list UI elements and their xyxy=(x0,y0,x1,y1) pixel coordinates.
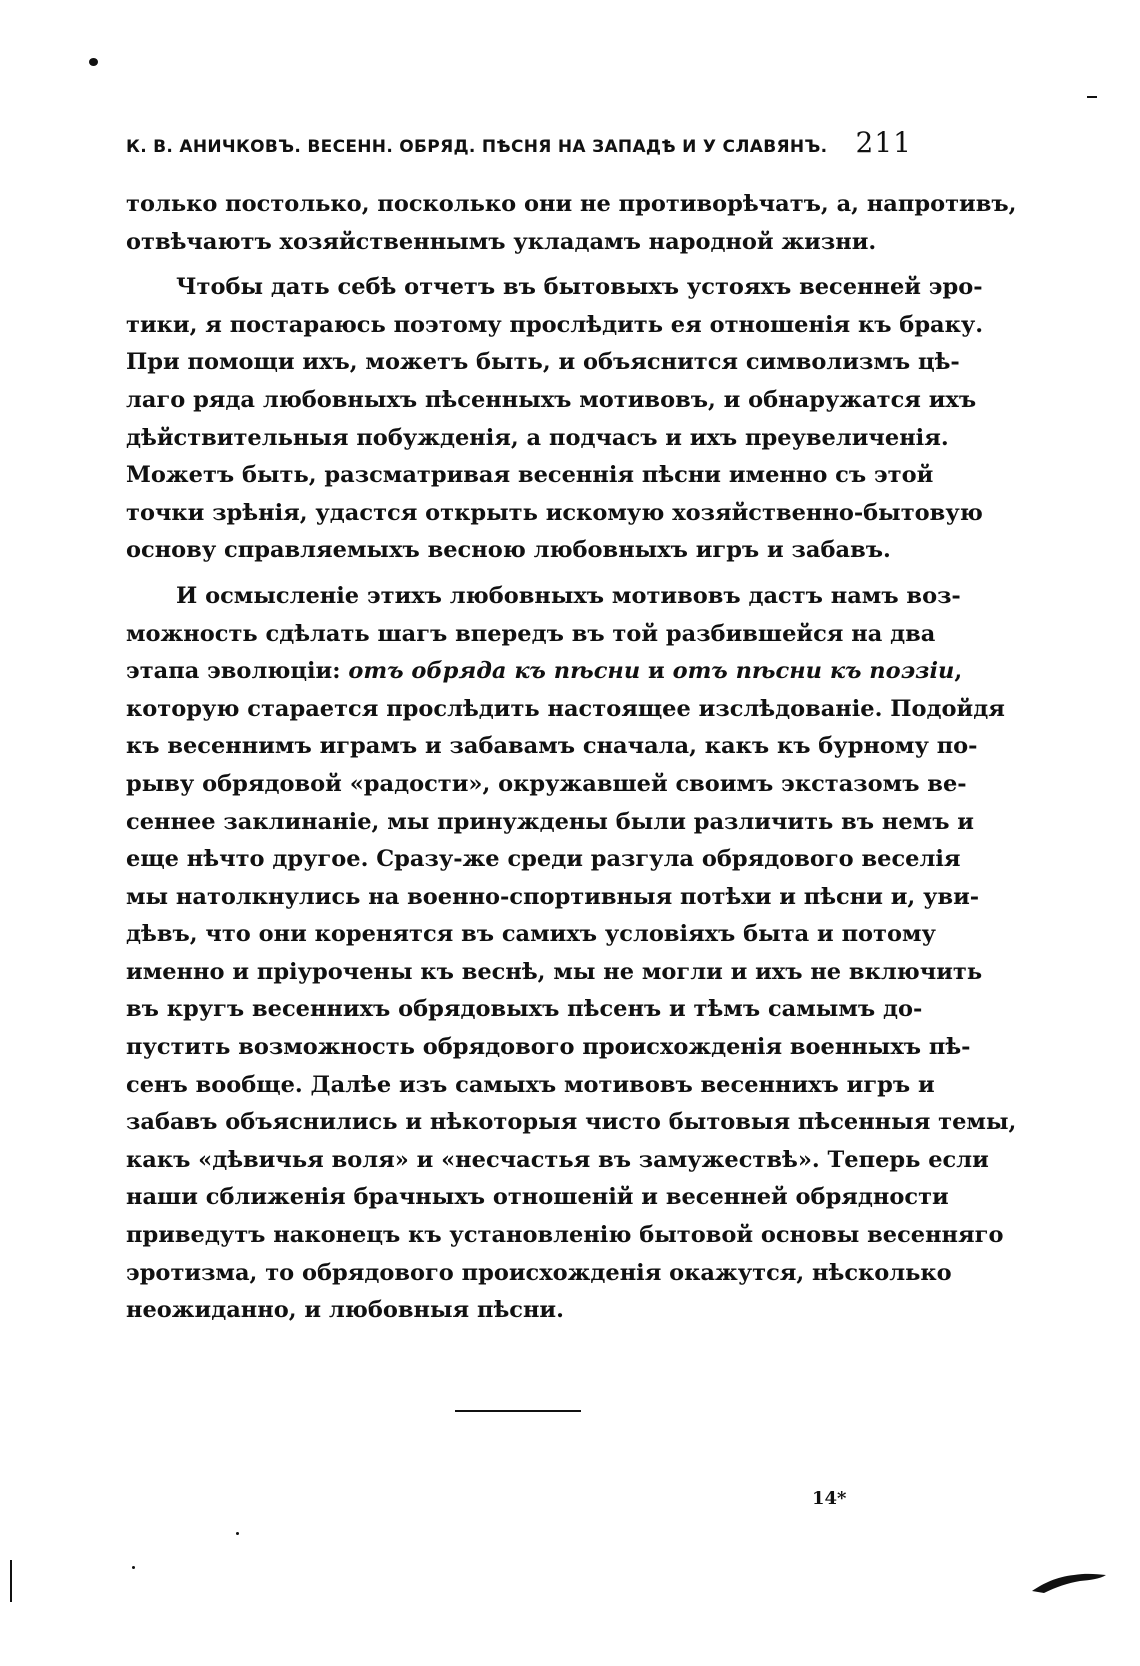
text-line-with-italics xyxy=(126,653,963,691)
italic-phrase-song-to-poetry: отъ пѣсни къ поэзіи xyxy=(672,658,955,685)
text-line: пустить возможность обрядового происхожденія военныхъ пѣ- xyxy=(126,1034,971,1061)
scan-corner-smudge xyxy=(1030,1565,1110,1597)
running-head-title: К. В. АНИЧКОВЪ. ВЕСЕНН. ОБРЯД. ПѢСНЯ НА ЗАПАДѢ И У СЛАВЯНЪ. xyxy=(126,137,828,157)
joiner-text: и xyxy=(640,658,673,685)
comma-text: , xyxy=(954,658,963,685)
text-line: забавъ объяснились и нѣкоторыя чисто бытовыя пѣсенныя темы, xyxy=(126,1109,1017,1136)
ink-speck xyxy=(132,1566,135,1569)
text-line: дѣйствительныя побужденія, а подчасъ и ихъ преувеличенія. xyxy=(126,424,949,451)
text-line: Чтобы дать себѣ отчетъ въ бытовыхъ устояхъ весенней эро- xyxy=(176,274,983,301)
text-line: рыву обрядовой «радости», окружавшей своимъ экстазомъ ве- xyxy=(126,770,967,797)
section-end-rule xyxy=(455,1410,581,1412)
paragraph-3 xyxy=(126,578,1017,1330)
text-line: Можетъ быть, разсматривая весеннія пѣсни именно съ этой xyxy=(126,462,934,489)
text-line: И осмысленіе этихъ любовныхъ мотивовъ дастъ намъ воз- xyxy=(176,582,961,609)
text-line: именно и пріурочены къ веснѣ, мы не могли и ихъ не включить xyxy=(126,958,983,985)
text-line: дѣвъ, что они коренятся въ самихъ условіяхъ быта и потому xyxy=(126,921,936,948)
text-line: эротизма, то обрядового происхожденія окажутся, нѣсколько xyxy=(126,1259,952,1286)
ink-speck xyxy=(236,1532,239,1535)
text-line: можность сдѣлать шагъ впередъ въ той разбившейся на два xyxy=(126,620,936,647)
signature-mark: 14* xyxy=(812,1488,847,1509)
text-line: точки зрѣнія, удастся открыть искомую хозяйственно-бытовую xyxy=(126,499,983,526)
text-line: приведутъ наконецъ къ установленію бытовой основы весенняго xyxy=(126,1222,1004,1249)
text-line: какъ «дѣвичья воля» и «несчастья въ замужествѣ». Теперь если xyxy=(126,1146,989,1173)
paragraph-1 xyxy=(126,186,1017,261)
text-line: При помощи ихъ, можетъ быть, и объяснится символизмъ цѣ- xyxy=(126,349,960,376)
text-line: мы натолкнулись на военно-спортивныя потѣхи и пѣсни и, уви- xyxy=(126,883,980,910)
text-line: основу справляемыхъ весною любовныхъ игръ и забавъ. xyxy=(126,537,891,564)
scan-edge-mark xyxy=(1087,96,1097,98)
text-line: тики, я постараюсь поэтому прослѣдить ея отношенія къ браку. xyxy=(126,311,984,338)
italic-phrase-rite-to-song: отъ обряда къ пѣсни xyxy=(348,658,641,685)
text-line: только постолько, посколько они не противорѣчатъ, а, напротивъ, xyxy=(126,191,1017,217)
text-line: сеннее заклинаніе, мы принуждены были различить въ немъ и xyxy=(126,808,974,835)
text-line: въ кругъ весеннихъ обрядовыхъ пѣсенъ и тѣмъ самымъ до- xyxy=(126,996,923,1023)
ink-speck xyxy=(89,58,98,66)
text-line: наши сближенія брачныхъ отношеній и весенней обрядности xyxy=(126,1184,949,1211)
line-lead-text: этапа эволюціи: xyxy=(126,658,349,685)
text-line: лаго ряда любовныхъ пѣсенныхъ мотивовъ, и обнаружатся ихъ xyxy=(126,386,977,413)
text-line: неожиданно, и любовныя пѣсни. xyxy=(126,1297,564,1324)
text-line: отвѣчаютъ хозяйственнымъ укладамъ народной жизни. xyxy=(126,228,877,255)
running-header xyxy=(126,126,912,162)
text-line: сенъ вообще. Далѣе изъ самыхъ мотивовъ весеннихъ игръ и xyxy=(126,1071,935,1098)
scan-edge-mark xyxy=(10,1560,12,1602)
paragraph-2 xyxy=(126,269,984,570)
text-line: къ весеннимъ играмъ и забавамъ сначала, какъ къ бурному по- xyxy=(126,733,978,760)
text-line: которую старается прослѣдить настоящее изслѣдованіе. Подойдя xyxy=(126,695,1005,722)
page-number: 211 xyxy=(855,126,912,159)
text-line: еще нѣчто другое. Сразу-же среди разгула обрядового веселія xyxy=(126,846,961,873)
body-text xyxy=(126,186,1017,1330)
